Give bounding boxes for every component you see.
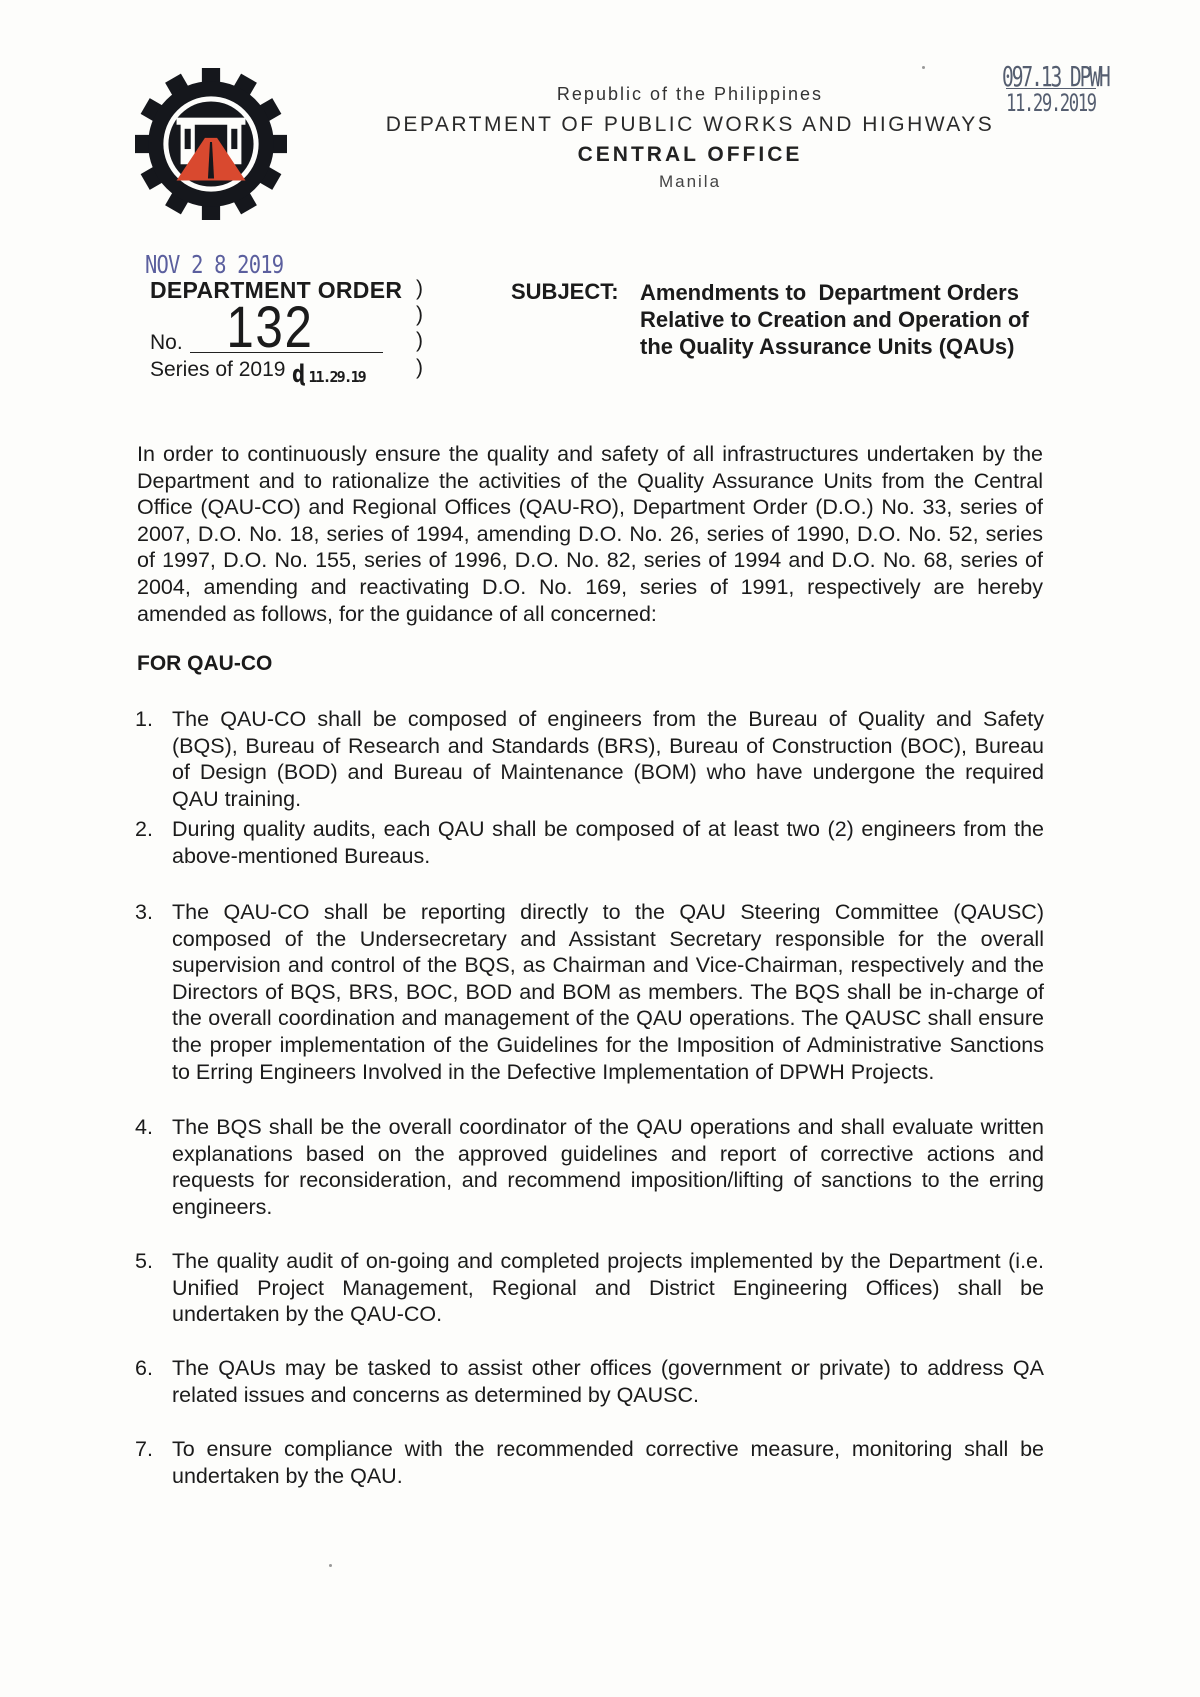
initials-date [292, 360, 365, 388]
intro-paragraph: In order to continuously ensure the quality and safety of all infrastructures undertaken by the Department and to rationalize the activities of the Quality Assurance Units from the Central Office (QAU-CO) and Regional Offices (QAU-RO), Department Order (D.O.) No. 33, series of 2007, D.O. No. 18, series of 1994, amending D.O. No. 26, series of 1990, D.O. No. 52, series of 1997, D.O. No. 155, series of 1996, D.O. No. 82, series of 1994 and D.O. No. 68, series of 2004, amending and reactivating D.O. No. 169, series of 1991, respectively are hereby amended as follows, for the guidance of all concerned: [137, 442, 1043, 626]
country-heading: Republic of the Philippines [556, 84, 824, 104]
bracket: ) [416, 277, 423, 300]
initials-date-text: 11.29.19 [308, 368, 365, 386]
item-text: The QAU-CO shall be reporting directly to the QAU Steering Committee (QAUSC) composed of the Undersecretary and Assistant Secretary responsible for the overall supervision and control of the BQS, as Chairman and Vice-Chairman, respectively and the Directors of BQS, BRS, BOC, BOD and BOM as members. The BQS shall be in-charge of the overall coordination and management of the QAU operations. The QAUSC shall ensure the proper implementation of the Guidelines for the Imposition of Administrative Sanctions to Erring Engineers Involved in the Defective Implementation of DPWH Projects. [172, 900, 1044, 1084]
department-order-title: DEPARTMENT ORDER [150, 277, 403, 303]
initials-mark: ɖ [292, 360, 305, 388]
item-number: 2. [135, 817, 153, 841]
item-number: 3. [135, 900, 153, 924]
item-number: 4. [135, 1115, 153, 1139]
order-number: 132 [226, 295, 314, 360]
bracket: ) [416, 356, 423, 379]
item-text: To ensure compliance with the recommended corrective measure, monitoring shall be undertaken by the QAU. [172, 1437, 1044, 1488]
subject-line: Amendments to Department Orders [640, 280, 1019, 305]
bracket: ) [416, 303, 423, 326]
received-date-stamp: NOV 2 8 2019 [145, 250, 284, 279]
order-number-label: No. [150, 331, 183, 354]
subject-line: the Quality Assurance Units (QAUs) [640, 334, 1015, 359]
order-series: Series of 2019 [150, 358, 286, 381]
item-text: The QAU-CO shall be composed of engineers from the Bureau of Quality and Safety (BQS), Bureau of Research and Standards (BRS), Bureau of Construction (BOC), Bureau of Design (BOD) and Bureau of Maintenance (BOM) who have undergone the required QAU training. [172, 707, 1044, 811]
item-number: 5. [135, 1249, 153, 1273]
item-text: The BQS shall be the overall coordinator of the QAU operations and shall evaluate written explanations based on the approved guidelines and report of corrective actions and requests for reconsideration, and recommend imposition/lifting of sanctions to the erring engineers. [172, 1115, 1044, 1219]
item-number: 6. [135, 1356, 153, 1380]
subject-text [640, 279, 1060, 360]
stamp-date: 11.29.2019 [1006, 89, 1096, 117]
item-number: 7. [135, 1437, 153, 1461]
city-heading: Manila [658, 172, 722, 191]
scan-speck [329, 1564, 332, 1567]
item-text: The QAUs may be tasked to assist other offices (government or private) to address QA related issues and concerns as determined by QAUSC. [172, 1356, 1044, 1407]
subject-label: SUBJECT: [511, 279, 619, 304]
section-heading: FOR QAU-CO [137, 652, 273, 675]
scan-speck [922, 66, 925, 69]
bracket: ) [416, 329, 423, 352]
department-heading: DEPARTMENT OF PUBLIC WORKS AND HIGHWAYS [385, 113, 995, 136]
stamp-code: 097.13 DPWH [1002, 60, 1109, 93]
item-text: During quality audits, each QAU shall be composed of at least two (2) engineers from the above-mentioned Bureaus. [172, 817, 1044, 868]
item-number: 1. [135, 707, 153, 731]
office-heading: CENTRAL OFFICE [577, 143, 803, 166]
item-text: The quality audit of on-going and completed projects implemented by the Department (i.e. Unified Project Management, Regional and District Engineering Offices) shall be undertaken by the QAU-CO. [172, 1249, 1044, 1327]
subject-line: Relative to Creation and Operation of [640, 307, 1029, 332]
